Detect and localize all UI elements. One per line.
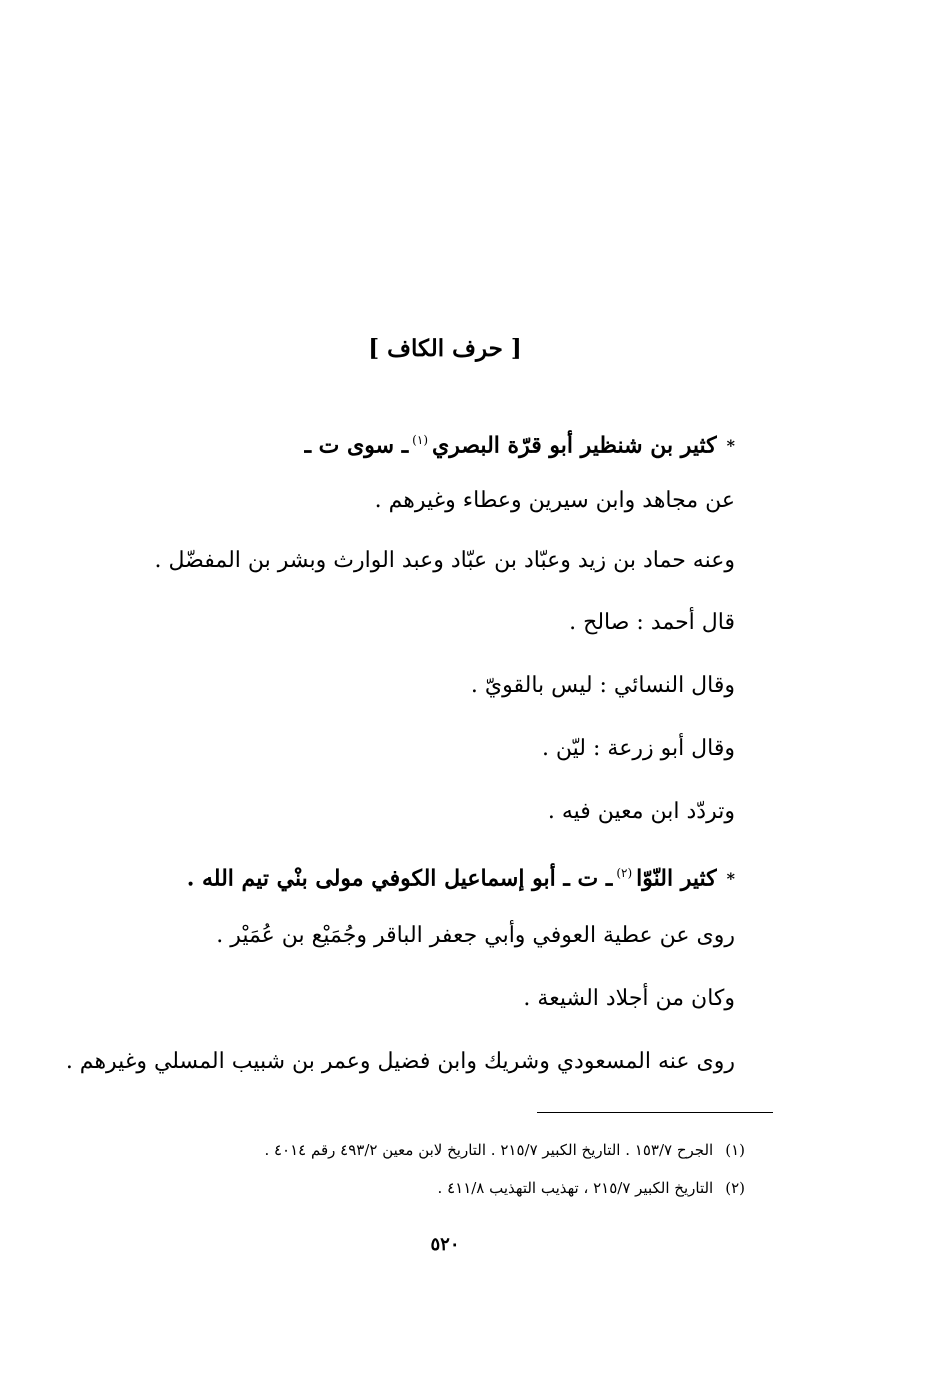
footnote-number: (٢) bbox=[725, 1179, 745, 1197]
entry-marker: * bbox=[726, 869, 735, 889]
text-line: وتردّد ابن معين فيه . bbox=[547, 799, 735, 824]
entry-tail: ـ سوى ت ـ bbox=[304, 432, 409, 459]
entry-marker: * bbox=[726, 436, 735, 456]
footnote-ref-1[interactable]: (١) bbox=[412, 433, 428, 447]
entry-name: كثير بن شنظير أبو قرّة البصري bbox=[432, 432, 717, 459]
footnote-number: (١) bbox=[725, 1141, 745, 1159]
entry-heading-1 bbox=[305, 424, 735, 462]
entry-name: كثير النّوّا bbox=[636, 865, 717, 892]
text-line: روى عنه المسعودي وشريك وابن فضيل وعمر بن شبيب المسلي وغيرهم . bbox=[65, 1049, 735, 1074]
entry-tail: ـ ت ـ أبو إسماعيل الكوفي مولى بنْي تيم الله . bbox=[186, 865, 613, 892]
chapter-title: [ حرف الكاف ] bbox=[368, 335, 522, 362]
text-line: قال أحمد : صالح . bbox=[569, 610, 735, 635]
entry-heading-2 bbox=[187, 857, 735, 895]
page-number: ٥٢٠ bbox=[430, 1234, 460, 1255]
text-line: وعنه حماد بن زيد وعبّاد بن عبّاد وعبد الوارث وبشر بن المفضّل . bbox=[154, 548, 735, 573]
footnote-ref-2[interactable]: (٢) bbox=[616, 866, 633, 880]
text-line: عن مجاهد وابن سيرين وعطاء وغيرهم . bbox=[374, 488, 735, 513]
footnote-2 bbox=[438, 1177, 745, 1199]
text-line: وكان من أجلاد الشيعة . bbox=[523, 986, 735, 1011]
footnote-text: الجرح ١٥٣/٧ . التاريخ الكبير ٢١٥/٧ . التاريخ لابن معين ٤٩٣/٢ رقم ٤٠١٤ . bbox=[264, 1141, 714, 1159]
footnote-separator bbox=[537, 1112, 773, 1113]
footnote-1 bbox=[264, 1139, 745, 1161]
text-line: وقال أبو زرعة : ليّن . bbox=[541, 736, 735, 761]
text-line: وقال النسائي : ليس بالقويّ . bbox=[470, 673, 735, 698]
text-line: روى عن عطية العوفي وأبي جعفر الباقر وجُمَيْع بن عُمَيْر . bbox=[216, 923, 735, 948]
footnote-text: التاريخ الكبير ٢١٥/٧ ، تهذيب التهذيب ٤١١/٨ . bbox=[437, 1179, 714, 1197]
